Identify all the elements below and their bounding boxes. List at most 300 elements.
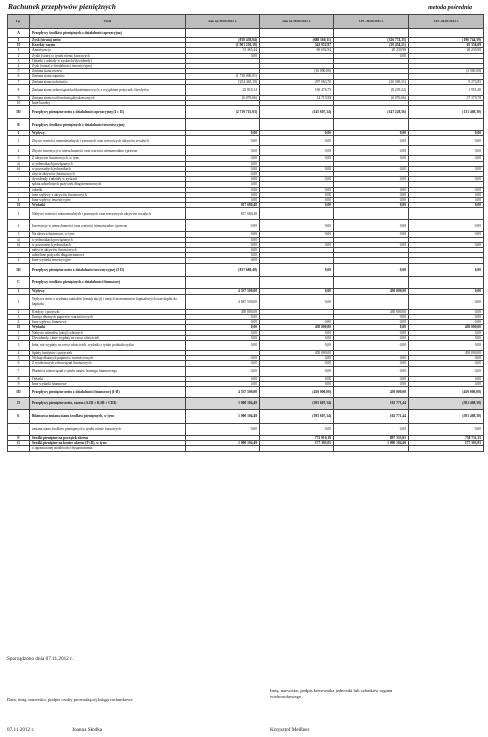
- table-row: [8, 84, 484, 95]
- row-label: odsetki: [30, 187, 186, 192]
- row-value-4: 0,00: [409, 220, 484, 232]
- row-number: -: [8, 423, 30, 435]
- row-value-3: [334, 294, 409, 309]
- row-label: Zbycie wartości niematerialnych i prawnych oraz rzeczowych aktywów trwałych: [30, 136, 186, 146]
- row-value-1: (2 719 715,03): [186, 106, 260, 119]
- row-number: 1: [8, 294, 30, 309]
- row-value-3: 20 230,98: [334, 48, 409, 53]
- row-value-4: (450 000,00): [409, 386, 484, 397]
- row-label: Emisja dłużnych papierów wartościowych: [30, 314, 186, 319]
- row-value-2: 0,00: [260, 330, 334, 335]
- table-row: [8, 409, 484, 423]
- row-label: Z tytułu innych zobowiązań finansowych: [30, 361, 186, 366]
- row-number: 2: [8, 146, 30, 156]
- row-value-1: 4 087 500,00: [186, 294, 260, 309]
- row-value-1: 0,00: [186, 248, 260, 253]
- row-label: o ograniczonej możliwości dysponowania: [30, 446, 186, 451]
- row-value-1: (1 901 256,19): [186, 43, 260, 48]
- row-label: Kredyty i pożyczki: [30, 309, 186, 314]
- row-value-1: 0,00: [186, 376, 260, 381]
- row-number: 3: [8, 156, 30, 161]
- row-value-1: 0,00: [186, 381, 260, 386]
- row-value-4: 0,00: [409, 232, 484, 237]
- row-value-1: 0,00: [186, 253, 260, 258]
- row-value-2: [260, 208, 334, 220]
- row-label: w pozostałych jednostkach: [30, 166, 186, 171]
- table-row: [8, 340, 484, 350]
- row-value-1: 0,00: [186, 220, 260, 232]
- row-label: Przepływy pieniężne netto, razem (A.III ± B.III ± CIII): [30, 397, 186, 409]
- row-label: Zmiana stanu zapasów: [30, 74, 186, 79]
- row-value-2: 0,00: [260, 166, 334, 171]
- row-number: 3: [8, 314, 30, 319]
- table-row: [8, 263, 484, 276]
- row-number: I: [8, 288, 30, 294]
- row-value-2: 450 000,00: [260, 350, 334, 355]
- row-number: -: [8, 192, 30, 197]
- row-number: 8: [8, 84, 30, 95]
- row-label: dywidendy i udziały w zyskach: [30, 177, 186, 182]
- row-value-1: [186, 446, 260, 451]
- row-label: Odsetki i udziały w zyskach (dywidendy): [30, 58, 186, 63]
- row-value-3: 0,00: [334, 232, 409, 237]
- row-value-2: 0,00: [260, 232, 334, 237]
- table-row: [8, 208, 484, 220]
- row-label: Zbycie inwestycji w nieruchomości oraz wartości niematerialne i prawne: [30, 146, 186, 156]
- row-value-3: 450 000,00: [334, 288, 409, 294]
- row-label: Spłaty kredytów i pożyczek: [30, 350, 186, 355]
- row-label: Zysk (strata) netto: [30, 38, 186, 43]
- row-value-2: 0,00: [260, 242, 334, 247]
- row-label: udzielone pożyczki długoterminowe: [30, 253, 186, 258]
- row-value-2: 0,00: [260, 192, 334, 197]
- row-number: 5: [8, 356, 30, 361]
- table-row: [8, 146, 484, 156]
- row-value-4: 758 711,35: [409, 435, 484, 440]
- row-value-1: 0,00: [186, 366, 260, 376]
- row-value-2: 160 476,75: [260, 84, 334, 95]
- row-value-2: 0,00: [260, 423, 334, 435]
- row-value-2: [260, 119, 334, 131]
- row-number: 6: [8, 361, 30, 366]
- row-number: III: [8, 386, 30, 397]
- row-value-3: 0,00: [334, 366, 409, 376]
- row-label: Zyski (straty) z tytułu różnic kursowych: [30, 53, 186, 58]
- row-value-2: 0,00: [260, 156, 334, 161]
- row-label: Zmiana stanu rezerw: [30, 69, 186, 74]
- row-value-2: (10 000,00): [260, 69, 334, 74]
- row-label: zmiana stanu środków pieniężnych z tytułu różnic kursowych: [30, 423, 186, 435]
- row-value-2: 0,00: [260, 146, 334, 156]
- row-value-1: 0,00: [186, 320, 260, 325]
- row-label: Wpływy: [30, 131, 186, 136]
- table-row: [8, 136, 484, 146]
- row-value-4: [409, 446, 484, 451]
- row-label: Na aktywa finansowe, w tym:: [30, 232, 186, 237]
- row-label: Przepływy środków pieniężnych z działalności finansowej: [30, 276, 186, 288]
- row-number: -: [8, 182, 30, 187]
- row-value-1: 0,00: [186, 232, 260, 237]
- row-number: I: [8, 131, 30, 136]
- row-value-2: 0,00: [260, 220, 334, 232]
- row-value-4: 0,00: [409, 146, 484, 156]
- row-value-4: 0,00: [409, 187, 484, 192]
- table-header: [8, 15, 484, 29]
- row-number: 3: [8, 232, 30, 237]
- row-value-1: 51 465,44: [186, 48, 260, 53]
- table-row: [8, 397, 484, 409]
- row-value-1: 0,00: [186, 314, 260, 319]
- row-value-3: 0,00: [334, 146, 409, 156]
- row-value-4: 1 951,48: [409, 84, 484, 95]
- table-row: [8, 106, 484, 119]
- manager-name: Krzysztof Meißner: [270, 727, 310, 733]
- row-value-2: 0,00: [260, 356, 334, 361]
- row-value-1: [186, 29, 260, 38]
- row-value-3: [334, 119, 409, 131]
- row-number: 2: [8, 335, 30, 340]
- row-value-4: (3 500,00): [409, 69, 484, 74]
- row-number: II: [8, 203, 30, 208]
- row-value-4: 37 379,78: [409, 95, 484, 100]
- header-col-1: stan na 30.09.2011 r.: [186, 15, 260, 29]
- method-label: metoda pośrednia: [428, 5, 472, 11]
- row-label: Wykup dłużnych papierów wartościowych: [30, 356, 186, 361]
- row-value-3: 102 771,44: [334, 409, 409, 423]
- row-number: C: [8, 276, 30, 288]
- row-label: Zmiana stanu należności: [30, 79, 186, 84]
- table-row: [8, 423, 484, 435]
- row-value-4: 0,00: [409, 166, 484, 171]
- row-value-1: 817 680,48: [186, 208, 260, 220]
- row-value-1: 0,00: [186, 356, 260, 361]
- row-value-4: 0,00: [409, 242, 484, 247]
- row-value-3: 102 771,44: [334, 397, 409, 409]
- row-value-3: 0,00: [334, 340, 409, 350]
- row-number: -: [8, 248, 30, 253]
- row-number: 1: [8, 48, 30, 53]
- row-value-4: 0,00: [409, 381, 484, 386]
- row-value-2: 60 692,94: [260, 48, 334, 53]
- row-value-3: 450 000,00: [334, 309, 409, 314]
- row-label: Inne wydatki finansowe: [30, 381, 186, 386]
- row-value-4: 0,00: [409, 335, 484, 340]
- row-label: Inne wpływy inwestycyjne: [30, 198, 186, 203]
- row-number: b): [8, 242, 30, 247]
- row-label: Dywidendy i inne wypłaty na rzecz właścicieli: [30, 335, 186, 340]
- row-number: 2: [8, 220, 30, 232]
- row-value-3: 897 333,05: [334, 435, 409, 440]
- row-value-3: 0,00: [334, 53, 409, 58]
- row-number: -: [8, 172, 30, 177]
- row-label: Przepływy środków pieniężnych z działalności inwestycyjnej: [30, 119, 186, 131]
- bookkeeper-name: Joanna Słodka: [72, 727, 103, 733]
- table-row: [8, 386, 484, 397]
- row-number: 1: [8, 330, 30, 335]
- row-label: Zysk (strata) z działalności inwestycyjnej: [30, 64, 186, 69]
- row-value-3: 0,00: [334, 356, 409, 361]
- row-value-3: 0,00: [334, 242, 409, 247]
- row-label: nabycie aktywów finansowych: [30, 248, 186, 253]
- row-value-4: 0,00: [409, 263, 484, 276]
- row-label: Bilansowa zmiana stanu środków pieniężnych, w tym:: [30, 409, 186, 423]
- row-label: inne wpływy z aktywów finansowych: [30, 192, 186, 197]
- row-number: I: [8, 38, 30, 43]
- row-number: 7: [8, 366, 30, 376]
- table-row: [8, 446, 484, 451]
- row-value-3: 0,00: [334, 320, 409, 325]
- row-number: -: [8, 177, 30, 182]
- row-number: b): [8, 166, 30, 171]
- row-number: 4: [8, 350, 30, 355]
- row-value-1: 1 000 104,49: [186, 409, 260, 423]
- row-value-2: [260, 276, 334, 288]
- row-value-3: (26 369,31): [334, 79, 409, 84]
- row-value-2: 450 000,00: [260, 325, 334, 330]
- row-label: Przepływy pieniężne netto z działalności operacyjnej (I ± II): [30, 106, 186, 119]
- row-value-1: 0,00: [186, 146, 260, 156]
- row-value-2: 0,00: [260, 381, 334, 386]
- row-value-4: 65 336,09: [409, 43, 484, 48]
- table-row: [8, 119, 484, 131]
- row-value-2: 0,00: [260, 203, 334, 208]
- row-value-2: 772 910,19: [260, 435, 334, 440]
- row-value-1: 0,00: [186, 361, 260, 366]
- row-number: a): [8, 161, 30, 166]
- row-value-4: 0,00: [409, 320, 484, 325]
- row-value-4: 0,00: [409, 314, 484, 319]
- row-value-1: 0,00: [186, 172, 260, 177]
- row-value-2: 0,00: [260, 320, 334, 325]
- row-value-1: 0,00: [186, 166, 260, 171]
- row-value-2: 297 063,70: [260, 79, 334, 84]
- bookkeeper-caption: Data, imię, nazwisko, podpis osoby prowadzącej księgi rachunkowe: [7, 697, 133, 702]
- row-number: 1: [8, 208, 30, 220]
- row-value-1: 0,00: [186, 258, 260, 263]
- row-value-4: [409, 119, 484, 131]
- row-value-1: 0,00: [186, 53, 260, 58]
- row-value-1: 0,00: [186, 237, 260, 242]
- row-value-1: (817 680,48): [186, 263, 260, 276]
- header-col-3: 1.07.-30.09.2011 r.: [334, 15, 409, 29]
- row-value-1: 1 000 104,49: [186, 441, 260, 446]
- row-value-1: 0,00: [186, 335, 260, 340]
- row-value-4: 0,00: [409, 131, 484, 136]
- row-number: 4: [8, 198, 30, 203]
- row-value-3: 1 000 104,49: [334, 441, 409, 446]
- prepared-date: Sporządzono dnia 07.11.2012 r.: [7, 656, 73, 662]
- row-value-1: 0,00: [186, 156, 260, 161]
- row-value-2: 0,00: [260, 177, 334, 182]
- row-number: III: [8, 263, 30, 276]
- row-number: A: [8, 29, 30, 38]
- row-value-2: 177 303,05: [260, 441, 334, 446]
- row-value-3: 0,00: [334, 314, 409, 319]
- row-value-1: [186, 119, 260, 131]
- row-value-2: 0,00: [260, 376, 334, 381]
- row-label: Płatności zobowiązań z tytułu umów leasingu finansowego: [30, 366, 186, 376]
- row-value-1: 0,00: [186, 161, 260, 166]
- row-value-3: 0,00: [334, 361, 409, 366]
- row-value-3: 0,00: [334, 192, 409, 197]
- row-value-3: 0,00: [334, 330, 409, 335]
- row-label: Inne korekty: [30, 101, 186, 106]
- row-label: Inne, niż wypłaty na rzecz właścicieli, wydatki z tytułu podziału zysku: [30, 340, 186, 350]
- row-number: 2: [8, 53, 30, 58]
- row-number: a): [8, 237, 30, 242]
- row-value-1: 0,00: [186, 192, 260, 197]
- row-label: spłata udzielonych pożyczek długoterminowych: [30, 182, 186, 187]
- row-value-3: 0,00: [334, 263, 409, 276]
- row-label: Przepływy pieniężne netto z działalności finansowej (I-II): [30, 386, 186, 397]
- row-value-4: 0,00: [409, 136, 484, 146]
- row-number: 1: [8, 136, 30, 146]
- row-label: Korekty razem: [30, 43, 186, 48]
- row-number: 3: [8, 58, 30, 63]
- row-number: III: [8, 106, 30, 119]
- row-value-2: [260, 29, 334, 38]
- row-value-1: 4 537 500,00: [186, 288, 260, 294]
- row-value-4: (196 744,39): [409, 38, 484, 43]
- row-value-4: 0,00: [409, 288, 484, 294]
- row-value-4: 0,00: [409, 423, 484, 435]
- row-value-2: 0,00: [260, 294, 334, 309]
- row-value-1: 0,00: [186, 177, 260, 182]
- row-value-1: (1 718 000,01): [186, 74, 260, 79]
- row-number: II: [8, 43, 30, 48]
- row-number: 9: [8, 95, 30, 100]
- row-value-4: 0,00: [409, 192, 484, 197]
- row-value-3: 450 000,00: [334, 386, 409, 397]
- row-value-1: 1 000 104,49: [186, 397, 260, 409]
- row-value-4: 450 000,00: [409, 350, 484, 355]
- row-value-3: 0,00: [334, 203, 409, 208]
- row-value-1: 0,00: [186, 325, 260, 330]
- row-value-2: (595 607,14): [260, 409, 334, 423]
- row-value-1: 0,00: [186, 330, 260, 335]
- table-row: [8, 29, 484, 38]
- document-title: Rachunek przepływów pieniężnych: [8, 2, 116, 11]
- table-row: [8, 366, 484, 376]
- row-value-4: 0,00: [409, 177, 484, 182]
- row-number: 7: [8, 79, 30, 84]
- row-value-3: 0,00: [334, 156, 409, 161]
- row-value-2: 0,00: [260, 361, 334, 366]
- row-value-2: 0,00: [260, 288, 334, 294]
- row-label: Wydatki: [30, 325, 186, 330]
- row-value-1: (6 076,66): [186, 95, 260, 100]
- row-value-3: (6 076,66): [334, 95, 409, 100]
- row-value-1: 0,00: [186, 182, 260, 187]
- row-value-1: 0,00: [186, 198, 260, 203]
- row-value-3: [334, 276, 409, 288]
- row-number: B: [8, 119, 30, 131]
- row-number: 2: [8, 309, 30, 314]
- row-value-4: 0,00: [409, 198, 484, 203]
- row-value-2: 0,00: [260, 335, 334, 340]
- row-value-1: 0,00: [186, 242, 260, 247]
- row-value-2: 542 952,97: [260, 43, 334, 48]
- row-value-3: 0,00: [334, 198, 409, 203]
- row-value-3: 0,00: [334, 335, 409, 340]
- row-value-3: 0,00: [334, 136, 409, 146]
- row-number: -: [8, 446, 30, 451]
- row-value-3: 0,00: [334, 423, 409, 435]
- table-body: [8, 29, 484, 452]
- row-number: -: [8, 253, 30, 258]
- row-label: Odsetki: [30, 376, 186, 381]
- row-label: Zmiana stanu rozliczeń międzyokresowych: [30, 95, 186, 100]
- row-value-2: 0,00: [260, 340, 334, 350]
- row-value-3: 0,00: [334, 131, 409, 136]
- row-number: 4: [8, 320, 30, 325]
- row-value-3: 0,00: [334, 166, 409, 171]
- row-value-3: [334, 446, 409, 451]
- row-value-2: (688 560,11): [260, 38, 334, 43]
- row-value-3: 0,00: [334, 381, 409, 386]
- row-number: 4: [8, 258, 30, 263]
- row-value-3: (347 228,56): [334, 106, 409, 119]
- row-label: w jednostkach powiązanych: [30, 161, 186, 166]
- row-value-4: [409, 208, 484, 220]
- row-number: II: [8, 325, 30, 330]
- row-value-3: 0,00: [334, 325, 409, 330]
- row-value-1: 450 000,00: [186, 309, 260, 314]
- row-value-2: [260, 446, 334, 451]
- row-number: 9: [8, 381, 30, 386]
- row-number: F: [8, 435, 30, 440]
- table-row: [8, 294, 484, 309]
- row-value-4: 0,00: [409, 309, 484, 314]
- row-value-4: [409, 29, 484, 38]
- manager-caption: Imię, nazwisko, podpis kierownika jednostki lub członków organu wieloosobowego: [270, 688, 393, 699]
- row-value-4: (131 408,30): [409, 106, 484, 119]
- row-number: 8: [8, 376, 30, 381]
- row-number: 4: [8, 64, 30, 69]
- row-label: w pozostałych jednostkach: [30, 242, 186, 247]
- row-value-4: 0,00: [409, 294, 484, 309]
- row-value-3: [334, 29, 409, 38]
- row-number: 6: [8, 74, 30, 79]
- row-value-2: 0,00: [260, 366, 334, 376]
- row-value-1: 0,00: [186, 340, 260, 350]
- row-value-1: [186, 276, 260, 288]
- row-number: 3: [8, 340, 30, 350]
- row-label: w jednostkach powiązanych: [30, 237, 186, 242]
- bookkeeper-date: 07.11.2012 r.: [7, 727, 35, 733]
- row-value-4: 450 000,00: [409, 325, 484, 330]
- row-value-1: (818 458,84): [186, 38, 260, 43]
- row-value-1: 4 537 500,00: [186, 386, 260, 397]
- table-row: [8, 220, 484, 232]
- row-value-2: 0,00: [260, 187, 334, 192]
- row-value-4: 0,00: [409, 376, 484, 381]
- cash-flow-table: [7, 14, 484, 452]
- row-value-4: 20 230,98: [409, 48, 484, 53]
- header-title: Tytuł: [30, 15, 186, 29]
- row-number: -: [8, 187, 30, 192]
- row-value-2: (450 000,00): [260, 386, 334, 397]
- row-value-3: 0,00: [334, 220, 409, 232]
- header-col-4: 1.07.-30.09.2012 r.: [409, 15, 484, 29]
- row-value-4: 0,00: [409, 156, 484, 161]
- row-value-4: (581 408,30): [409, 397, 484, 409]
- row-number: 10: [8, 101, 30, 106]
- row-value-3: 0,00: [334, 177, 409, 182]
- row-value-2: (595 607,14): [260, 397, 334, 409]
- row-label: Wydatki: [30, 203, 186, 208]
- row-value-1: 0,00: [186, 187, 260, 192]
